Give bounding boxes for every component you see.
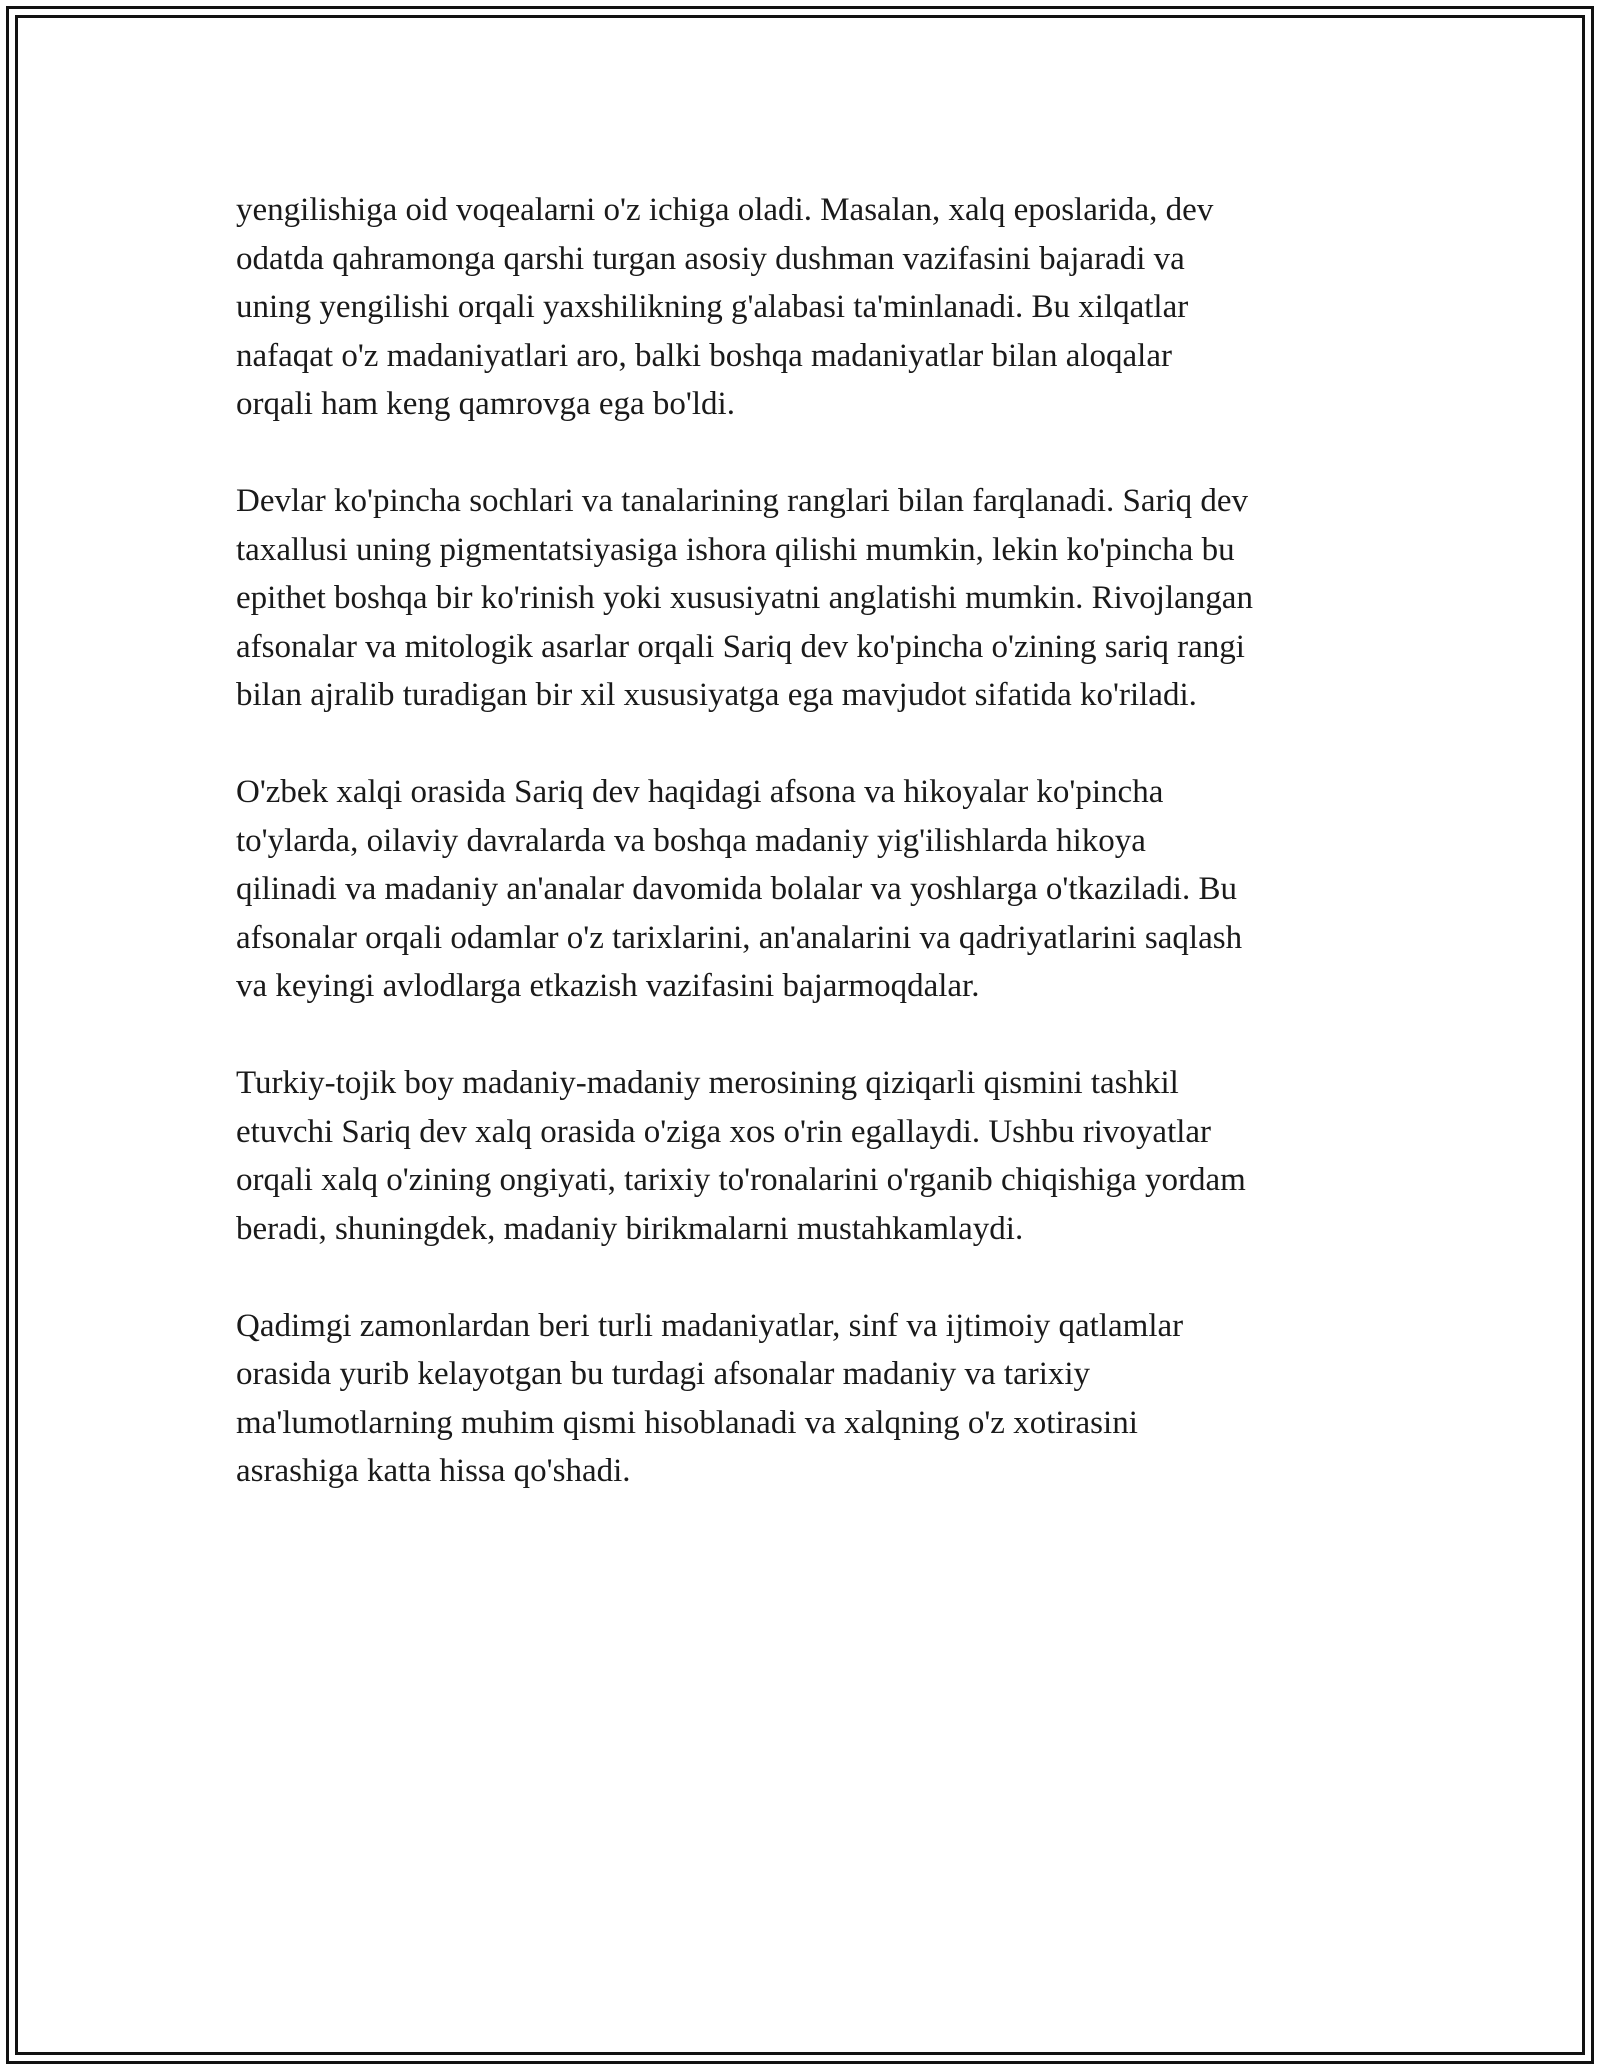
- paragraph-line: asrashiga katta hissa qo'shadi.: [236, 1453, 631, 1489]
- paragraph-line: nafaqat o'z madaniyatlari aro, balki boshqa madaniyatlar bilan aloqalar: [236, 337, 1172, 374]
- paragraph-line: Qadimgi zamonlardan beri turli madaniyatlar, sinf va ijtimoiy qatlamlar: [236, 1307, 1184, 1344]
- paragraph-line: O'zbek xalqi orasida Sariq dev haqidagi afsona va hikoyalar ko'pincha: [236, 774, 1164, 810]
- paragraph-line: qilinadi va madaniy an'analar davomida bolalar va yoshlarga o'tkaziladi. Bu: [236, 871, 1237, 907]
- paragraph-line: orqali ham keng qamrovga ega bo'ldi.: [236, 386, 735, 422]
- paragraph-line: va keyingi avlodlarga etkazish vazifasini bajarmoqdalar.: [236, 968, 980, 1004]
- paragraph-2: [236, 477, 1376, 720]
- paragraph-5: [236, 1302, 1376, 1496]
- document-body: [236, 186, 1376, 1544]
- paragraph-line: afsonalar va mitologik asarlar orqali Sariq dev ko'pincha o'zining sariq rangi: [236, 628, 1245, 665]
- paragraph-line: orqali xalq o'zining ongiyati, tarixiy to'ronalarini o'rganib chiqishiga yordam: [236, 1162, 1246, 1198]
- paragraph-line: to'ylarda, oilaviy davralarda va boshqa madaniy yig'ilishlarda hikoya: [236, 822, 1146, 859]
- paragraph-4: [236, 1059, 1376, 1253]
- paragraph-1: [236, 186, 1376, 429]
- paragraph-line: ma'lumotlarning muhim qismi hisoblanadi va xalqning o'z xotirasini: [236, 1404, 1138, 1441]
- paragraph-line: uning yengilishi orqali yaxshilikning g'alabasi ta'minlanadi. Bu xilqatlar: [236, 289, 1189, 325]
- paragraph-line: etuvchi Sariq dev xalq orasida o'ziga xos o'rin egallaydi. Ushbu rivoyatlar: [236, 1113, 1212, 1150]
- paragraph-line: epithet boshqa bir ko'rinish yoki xususiyatni anglatishi mumkin. Rivojlangan: [236, 580, 1253, 616]
- paragraph-3: [236, 768, 1376, 1011]
- paragraph-line: afsonalar orqali odamlar o'z tarixlarini, an'analarini va qadriyatlarini saqlash: [236, 919, 1243, 956]
- paragraph-line: yengilishiga oid voqealarni o'z ichiga oladi. Masalan, xalq eposlarida, dev: [236, 192, 1214, 228]
- paragraph-line: Turkiy-tojik boy madaniy-madaniy merosining qiziqarli qismini tashkil: [236, 1065, 1179, 1101]
- paragraph-line: bilan ajralib turadigan bir xil xususiyatga ega mavjudot sifatida ko'riladi.: [236, 677, 1197, 713]
- paragraph-line: orasida yurib kelayotgan bu turdagi afsonalar madaniy va tarixiy: [236, 1356, 1091, 1392]
- paragraph-line: odatda qahramonga qarshi turgan asosiy dushman vazifasini bajaradi va: [236, 240, 1185, 277]
- paragraph-line: taxallusi uning pigmentatsiyasiga ishora qilishi mumkin, lekin ko'pincha bu: [236, 531, 1235, 568]
- paragraph-line: beradi, shuningdek, madaniy birikmalarni mustahkamlaydi.: [236, 1210, 1024, 1247]
- paragraph-line: Devlar ko'pincha sochlari va tanalarining ranglari bilan farqlanadi. Sariq dev: [236, 483, 1249, 519]
